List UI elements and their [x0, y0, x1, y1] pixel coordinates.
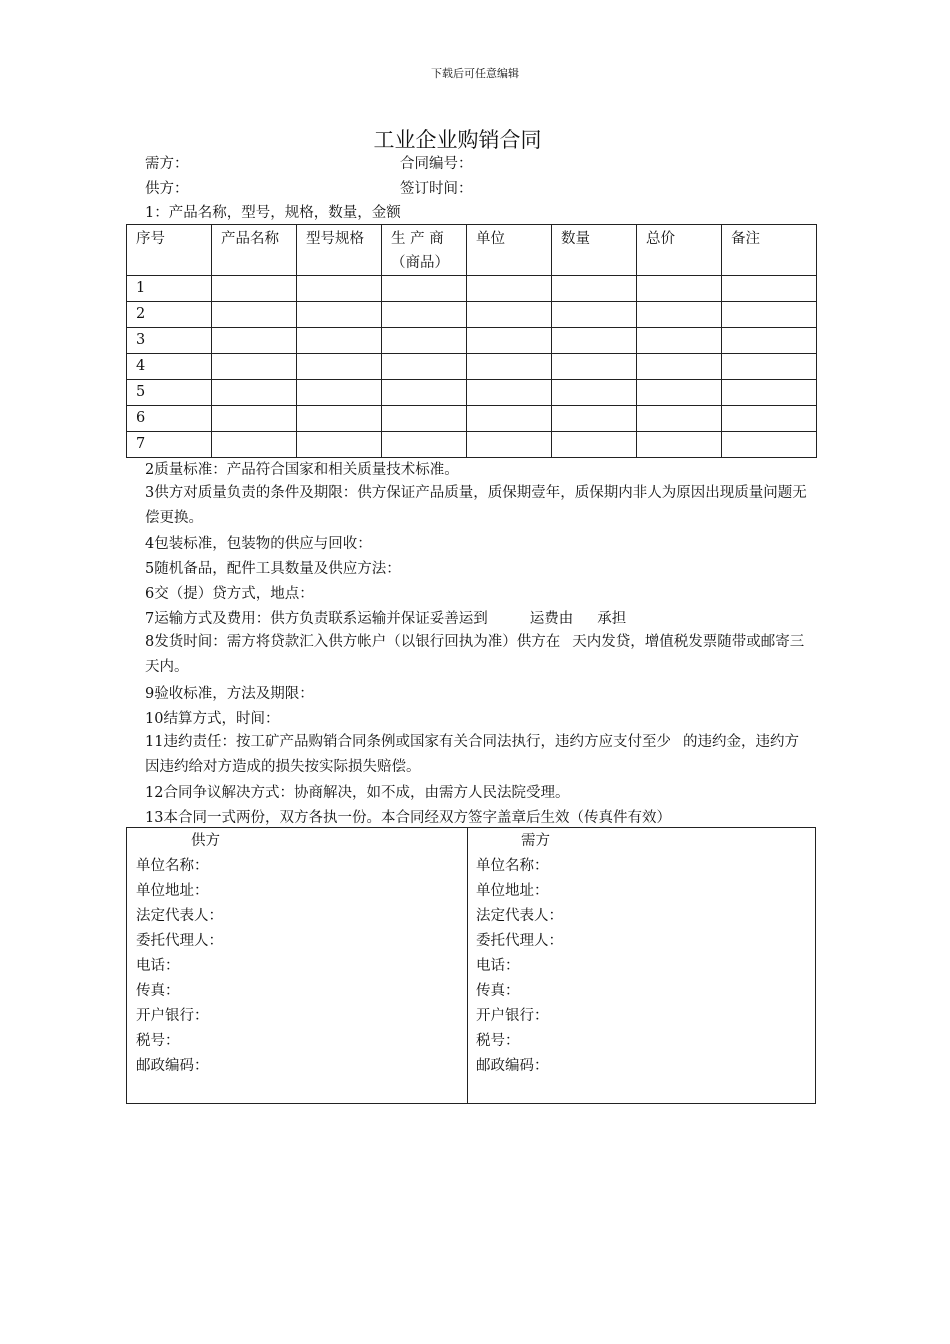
col-header-product-name: 产品名称: [212, 225, 297, 276]
row-index: 1: [127, 276, 212, 302]
buyer-column-heading: 需方: [521, 833, 550, 849]
supplier-legal-rep: 法定代表人：: [136, 908, 223, 924]
clause-11-text: 11违约责任：按工矿产品购销合同条例或国家有关合同法执行，违约方应支付至少: [145, 734, 671, 750]
buyer-company-name: 单位名称：: [476, 858, 549, 874]
row-index: 2: [127, 302, 212, 328]
buyer-tax-no: 税号：: [476, 1033, 520, 1049]
clause-7-text: 7运输方式及费用：供方负责联系运输并保证妥善运到: [145, 611, 488, 627]
table-row: [127, 354, 817, 380]
row-index: 3: [127, 328, 212, 354]
table-row: [127, 380, 817, 406]
clause-12: 12合同争议解决方式：协商解决，如不成，由需方人民法院受理。: [145, 785, 570, 801]
supplier-postcode: 邮政编码：: [136, 1058, 209, 1074]
clause-6: 6交（提）贷方式，地点：: [145, 586, 314, 602]
row-index: 5: [127, 380, 212, 406]
supplier-address: 单位地址：: [136, 883, 209, 899]
table-row: [127, 406, 817, 432]
buyer-fax: 传真：: [476, 983, 520, 999]
clause-2: 2质量标准：产品符合国家和相关质量技术标准。: [145, 462, 459, 478]
table-row: [127, 302, 817, 328]
table-row: [127, 328, 817, 354]
col-header-manufacturer: 生 产 商（商品）: [382, 225, 467, 276]
clause-11-rest: 的违约金，违约方因违约给对方造成的损失按实际损失赔偿。: [145, 734, 799, 775]
clause-7-freight: 运费由: [529, 611, 574, 627]
table-header-row: [127, 225, 817, 276]
col-header-quantity: 数量: [552, 225, 637, 276]
clause-10: 10结算方式，时间：: [145, 711, 280, 727]
clause-4: 4包装标准，包装物的供应与回收：: [145, 536, 372, 552]
buyer-agent: 委托代理人：: [476, 933, 563, 949]
sign-date-label: 签订时间：: [400, 181, 473, 197]
supplier-phone: 电话：: [136, 958, 180, 974]
clause-5: 5随机备品，配件工具数量及供应方法：: [145, 561, 401, 577]
buyer-legal-rep: 法定代表人：: [476, 908, 563, 924]
clause-11: [145, 730, 813, 780]
section-1-heading: 1：产品名称，型号，规格，数量，金额: [145, 205, 401, 221]
buyer-bank: 开户银行：: [476, 1008, 549, 1024]
buyer-postcode: 邮政编码：: [476, 1058, 549, 1074]
col-header-model: 型号规格: [297, 225, 382, 276]
product-table: [126, 224, 817, 458]
document-title: 工业企业购销合同: [373, 128, 542, 152]
buyer-field-label: 需方：: [145, 156, 189, 172]
supplier-field-label: 供方：: [145, 181, 189, 197]
table-row: [127, 276, 817, 302]
signature-table: [126, 827, 816, 1104]
clause-8: [145, 630, 813, 680]
buyer-phone: 电话：: [476, 958, 520, 974]
supplier-company-name: 单位名称：: [136, 858, 209, 874]
clause-7-bear: 承担: [597, 611, 627, 627]
buyer-signature-column: [467, 828, 807, 1103]
supplier-bank: 开户银行：: [136, 1008, 209, 1024]
col-header-remarks: 备注: [722, 225, 817, 276]
supplier-agent: 委托代理人：: [136, 933, 223, 949]
col-header-index: 序号: [127, 225, 212, 276]
col-header-total: 总价: [637, 225, 722, 276]
contract-number-label: 合同编号：: [400, 156, 473, 172]
clause-13: 13本合同一式两份，双方各执一份。本合同经双方签字盖章后生效（传真件有效）: [145, 810, 671, 826]
buyer-address: 单位地址：: [476, 883, 549, 899]
row-index: 7: [127, 432, 212, 458]
clause-7: [145, 607, 626, 628]
header-note: 下载后可任意编辑: [431, 67, 519, 80]
row-index: 4: [127, 354, 212, 380]
clause-3: 3供方对质量负责的条件及期限：供方保证产品质量，质保期壹年，质保期内非人为原因出现质量问题无偿更换。: [145, 485, 807, 526]
supplier-column-heading: 供方: [191, 833, 220, 849]
row-index: 6: [127, 406, 212, 432]
supplier-signature-column: [127, 828, 468, 1103]
clause-8-text: 8发货时间：需方将贷款汇入供方帐户（以银行回执为准）供方在: [145, 634, 561, 650]
clause-8-rest: 天内发贷，增值税发票随带或邮寄三天内。: [145, 634, 805, 675]
supplier-fax: 传真：: [136, 983, 180, 999]
col-header-unit: 单位: [467, 225, 552, 276]
table-row: [127, 432, 817, 458]
clause-9: 9验收标准，方法及期限：: [145, 686, 314, 702]
supplier-tax-no: 税号：: [136, 1033, 180, 1049]
